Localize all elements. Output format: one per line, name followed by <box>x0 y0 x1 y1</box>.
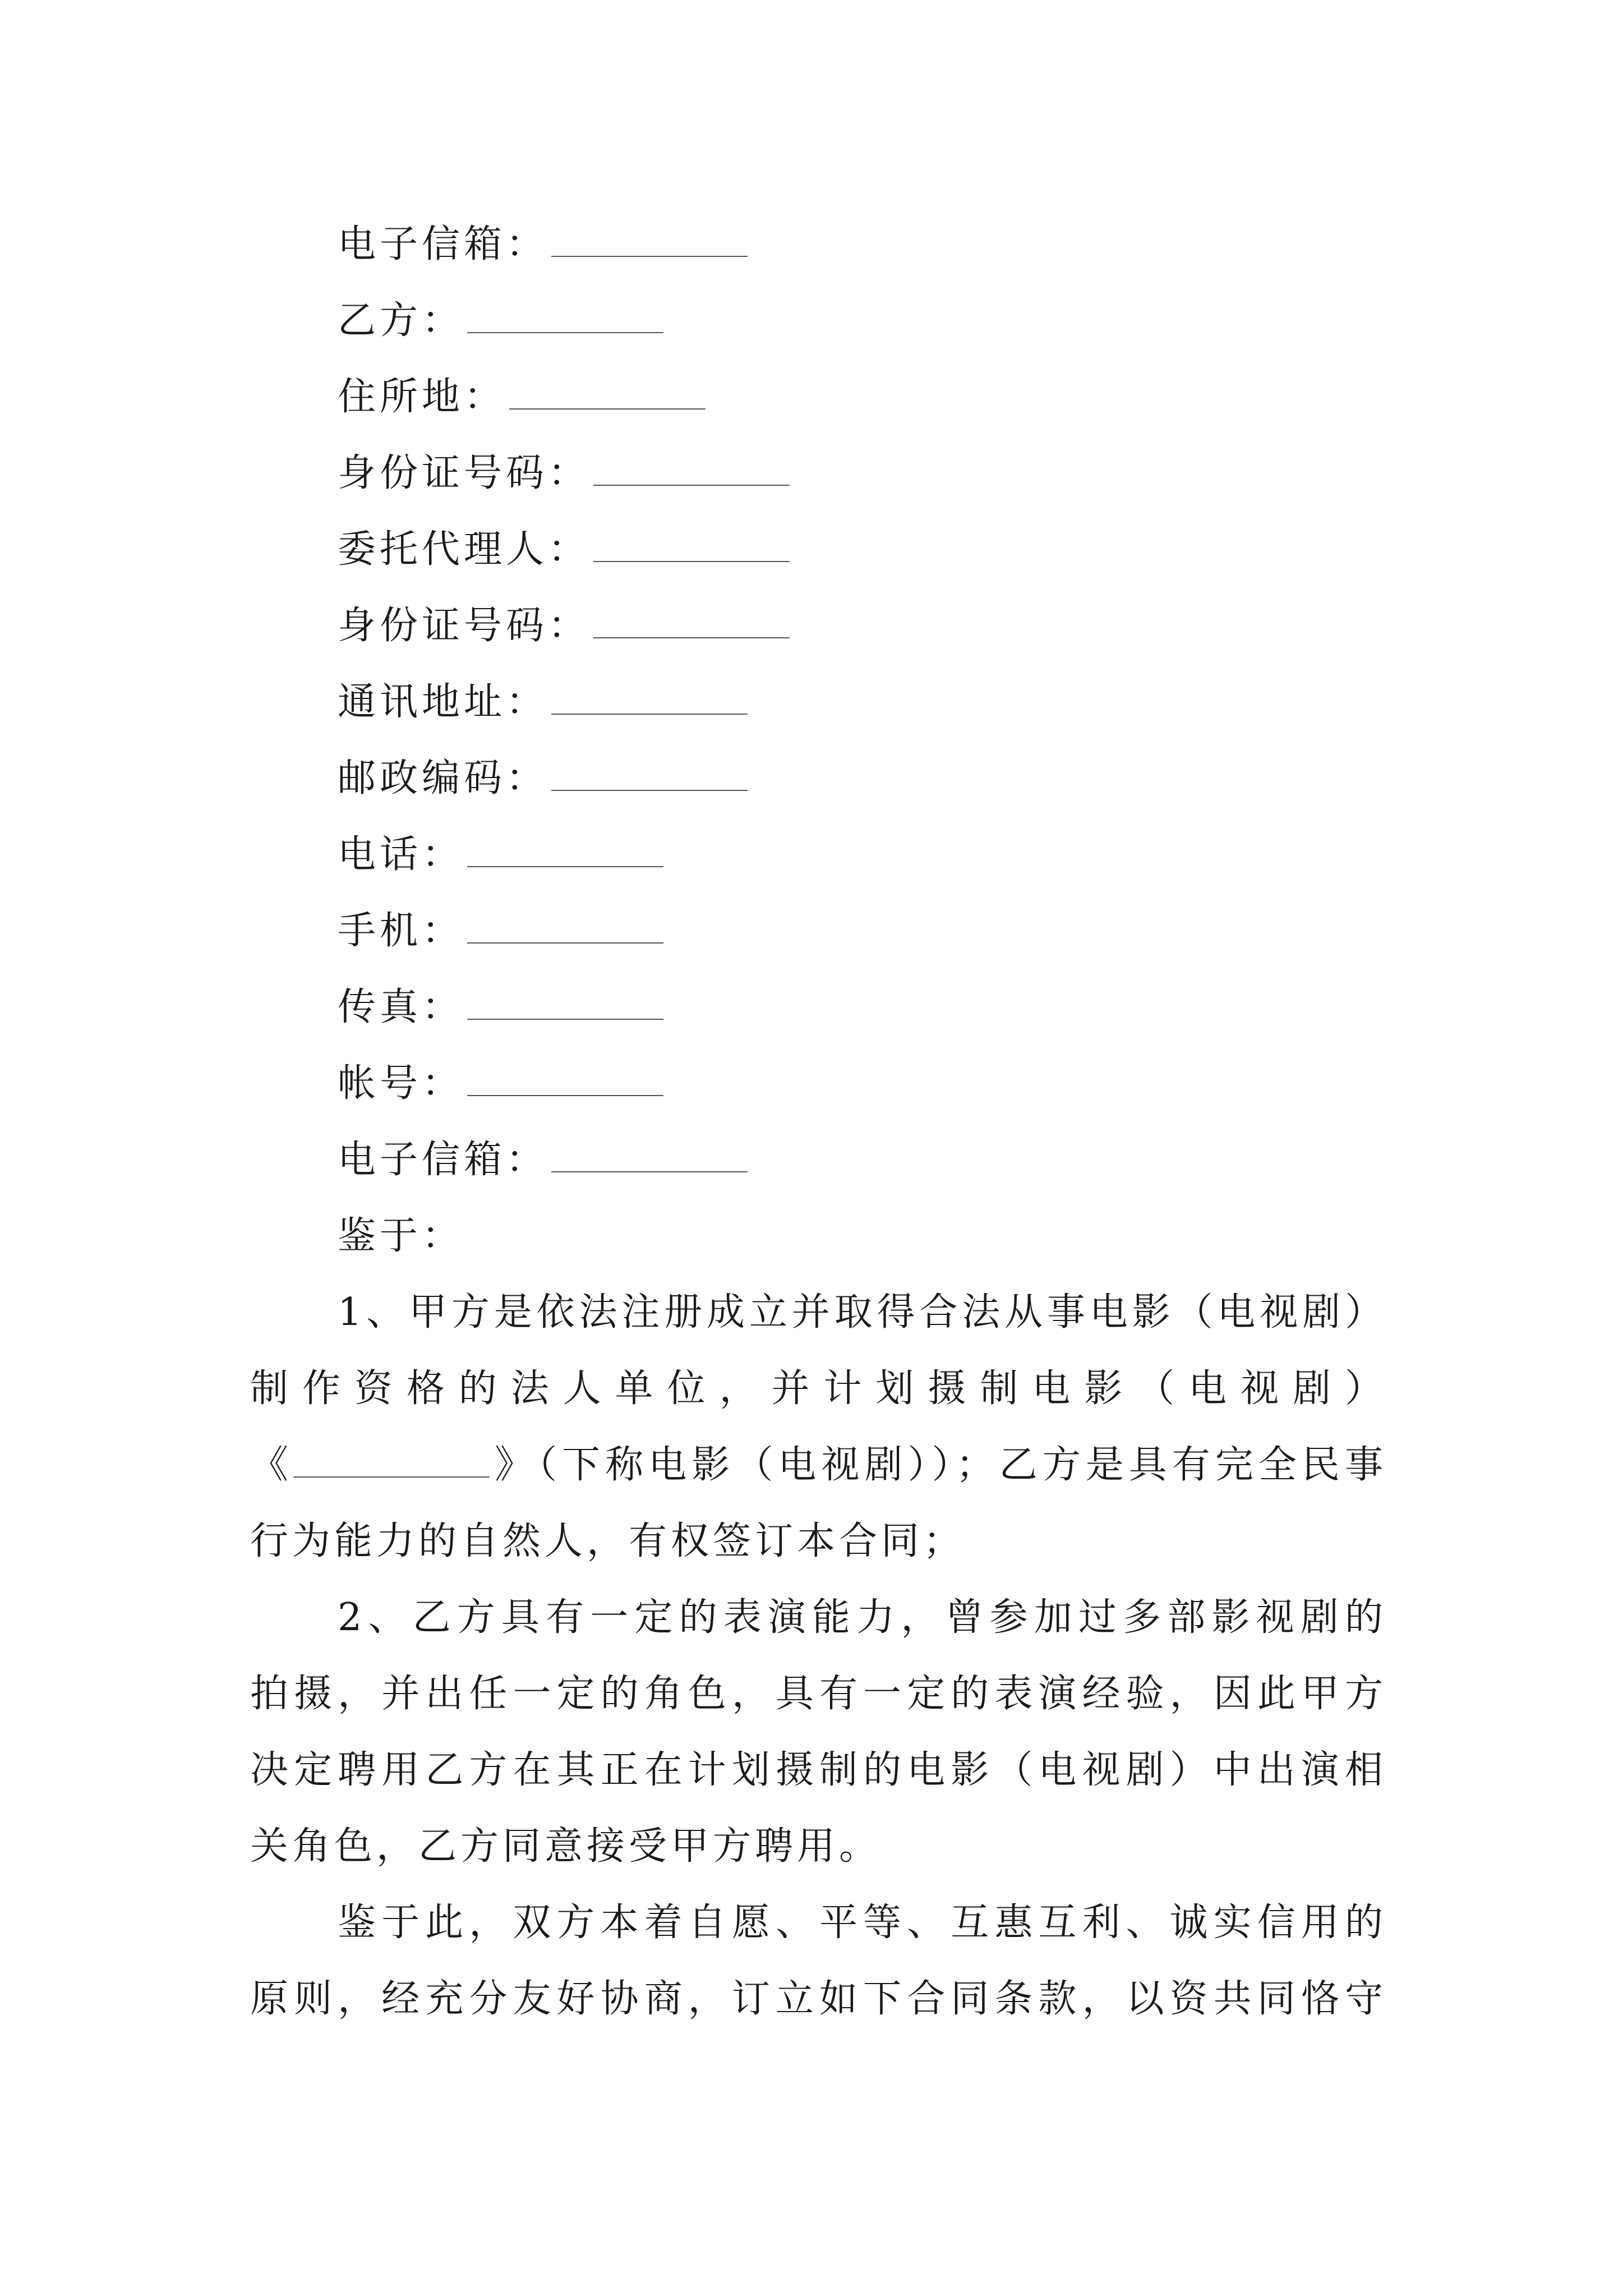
para1-line4: 行为能力的自然人，有权签订本合同； <box>250 1519 966 1563</box>
para1-line2: 制作资格的法人单位，并计划摄制电影（电视剧） <box>250 1366 1383 1411</box>
blank-line <box>467 915 663 944</box>
para2-line3: 决定聘用乙方在其正在计划摄制的电影（电视剧）中出演相 <box>250 1748 1383 1792</box>
field-label: 手机： <box>338 909 464 953</box>
field-label: 帐号： <box>338 1061 464 1106</box>
blank-line <box>593 534 790 562</box>
blank-line <box>467 1068 663 1096</box>
blank-line <box>293 1448 490 1478</box>
para1-line3 <box>250 1443 1383 1488</box>
para3-line1: 鉴于此，双方本着自愿、平等、互惠互利、诚实信用的 <box>338 1901 1383 1945</box>
field-label: 委托代理人： <box>338 527 591 572</box>
field-email-2 <box>338 1138 748 1182</box>
field-label: 身份证号码： <box>338 604 591 648</box>
field-label: 住所地： <box>338 375 506 419</box>
blank-line <box>467 992 663 1020</box>
field-id-number-1 <box>338 451 790 496</box>
para3-line2: 原则，经充分友好协商，订立如下合同条款，以资共同恪守 <box>250 1977 1383 2021</box>
para2-line4: 关角色，乙方同意接受甲方聘用。 <box>250 1824 882 1869</box>
para2-line2: 拍摄，并出任一定的角色，具有一定的表演经验，因此甲方 <box>250 1672 1383 1716</box>
whereas-heading: 鉴于： <box>338 1214 464 1258</box>
field-residence <box>338 375 706 420</box>
blank-line <box>467 305 663 333</box>
field-id-number-2 <box>338 604 790 648</box>
para1-line3-text: 》（下称电影（电视剧））；乙方是具有完全民事 <box>490 1443 1383 1487</box>
para1-line1: 1、甲方是依法注册成立并取得合法从事电影（电视剧） <box>338 1290 1383 1335</box>
field-email-1 <box>338 222 748 267</box>
blank-line <box>509 381 706 409</box>
blank-line <box>593 458 790 486</box>
field-label: 电子信箱： <box>338 222 548 266</box>
blank-line <box>551 763 748 791</box>
field-party-b <box>338 298 663 343</box>
field-label: 通讯地址： <box>338 680 548 724</box>
field-mobile <box>338 909 663 954</box>
field-fax <box>338 985 663 1030</box>
field-agent <box>338 527 790 572</box>
blank-line <box>551 687 748 715</box>
para2-line1: 2、乙方具有一定的表演能力，曾参加过多部影视剧的 <box>338 1595 1383 1640</box>
blank-line <box>593 610 790 638</box>
field-phone <box>338 832 663 877</box>
book-title-open: 《 <box>250 1443 294 1487</box>
blank-line <box>467 839 663 867</box>
field-label: 电话： <box>338 832 464 877</box>
field-address <box>338 680 748 725</box>
field-account <box>338 1061 663 1106</box>
field-label: 传真： <box>338 985 464 1029</box>
field-label: 乙方： <box>338 298 464 343</box>
blank-line <box>551 1144 748 1172</box>
blank-line <box>551 229 748 257</box>
field-label: 电子信箱： <box>338 1138 548 1182</box>
field-postcode <box>338 756 748 801</box>
field-label: 邮政编码： <box>338 756 548 800</box>
field-label: 身份证号码： <box>338 451 591 495</box>
